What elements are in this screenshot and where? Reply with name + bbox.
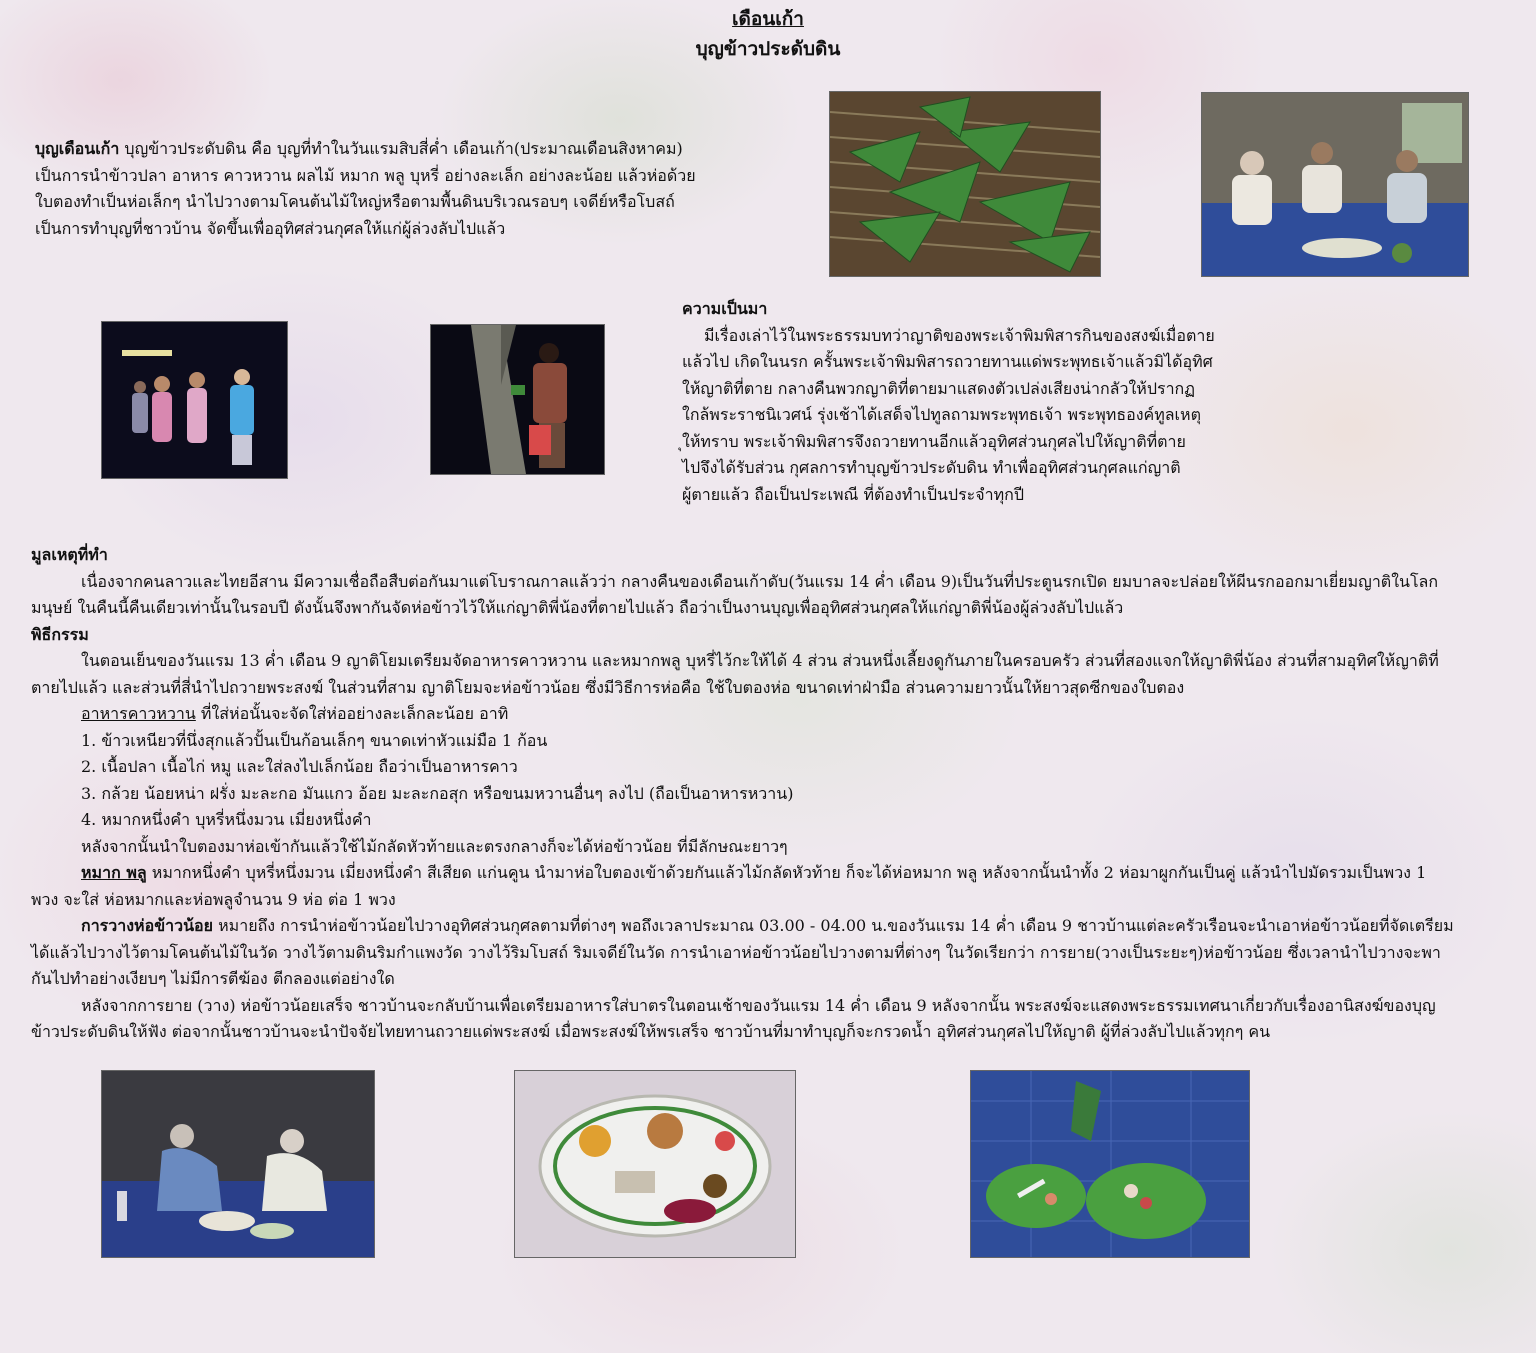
main-body [31, 542, 1501, 1046]
intro-term: บุญเดือนเก้า [35, 139, 120, 158]
placing-line: หมายถึง การนำห่อข้าวน้อยไปวางอุทิศส่วนกุศลตามที่ต่างๆ พอถึงเวลาประมาณ 03.00 - 04.00 น.ของวันแรม 14 ค่ำ เดือน 9 ชาวบ้านแต่ละครัวเรือนจะนำเอาห่อข้าวน้อยที่จัดเตรียม [213, 916, 1454, 935]
food-item: 1. ข้าวเหนียวที่นึ่งสุกแล้วปั้นเป็นก้อนเล็กๆ ขนาดเท่าหัวแม่มือ 1 ก้อน [81, 730, 548, 750]
history-line: ไปจึงได้รับส่วน กุศลการทำบุญข้าวประดับดิน ทำเพื่ออุทิศส่วนกุศลแก่ญาติ [682, 458, 1181, 477]
page-title: เดือนเก้า [732, 8, 804, 30]
history-line: ให้ญาติที่ตาย กลางคืนพวกญาติที่ตายมาแสดงตัวเปล่งเสียงน่ากลัวให้ปรากฏ [682, 378, 1195, 398]
ritual-heading: พิธีกรรม [31, 624, 89, 644]
photo-night-procession [102, 322, 287, 478]
food-term: อาหารคาวหวาน [81, 704, 196, 723]
photo-leaf-packets [830, 92, 1100, 276]
cause-heading: มูลเหตุที่ทำ [31, 545, 108, 564]
betel-line: พวง จะใส่ ห่อหมากและห่อพลูจำนวน 9 ห่อ ต่อ 1 พวง [31, 889, 396, 909]
ritual-line: ตายไปแล้ว และส่วนที่สี่นำไปถวายพระสงฆ์ ในส่วนที่สาม ญาติโยมจะห่อข้าวน้อย ซึ่งมีวิธีการห่อคือ ใช้ใบตองห่อ ขนาดเท่าฝ่ามือ ส่วนความยาวนั้นให้ยาวสุดซีกของใบตอง [31, 677, 1185, 697]
intro-line: เป็นการนำข้าวปลา อาหาร คาวหวาน ผลไม้ หมาก พลู บุหรี่ อย่างละเล็ก อย่างละน้อย แล้วห่อด้วย [35, 165, 696, 185]
intro-line: บุญข้าวประดับดิน คือ บุญที่ทำในวันแรมสิบสี่ค่ำ เดือนเก้า(ประมาณเดือนสิงหาคม) [119, 139, 683, 158]
intro-paragraph [35, 136, 775, 242]
after-items-line: หลังจากนั้นนำใบตองมาห่อเข้ากันแล้วใช้ไม้กลัดหัวท้ายและตรงกลางก็จะได้ห่อข้าวน้อย ที่มีลักษณะยาวๆ [81, 836, 788, 856]
food-item: 3. กล้วย น้อยหน่า ฝรั่ง มะละกอ มันแกว อ้อย มะละกอสุก หรือขนมหวานอื่นๆ ลงไป (ถือเป็นอาหารหวาน) [81, 783, 794, 803]
food-item: 2. เนื้อปลา เนื้อไก่ หมู และใส่ลงไปเล็กน้อย ถือว่าเป็นอาหารคาว [81, 757, 518, 776]
history-heading: ความเป็นมา [682, 299, 768, 318]
intro-line: ใบตองทำเป็นห่อเล็กๆ นำไปวางตามโคนต้นไม้ใหญ่หรือตามพื้นดินบริเวณรอบๆ เจดีย์หรือโบสถ์ [35, 192, 675, 211]
photo-food-plate [515, 1071, 795, 1257]
final-line: หลังจากการยาย (วาง) ห่อข้าวน้อยเสร็จ ชาวบ้านจะกลับบ้านเพื่อเตรียมอาหารใส่บาตรในตอนเช้าของวันแรม 14 ค่ำ เดือน 9 หลังจากนั้น พระสงฆ์จะแสดงพระธรรมเทศนาเกี่ยวกับเรื่องอานิสงฆ์ของบุญ [81, 995, 1436, 1015]
placing-term: การวางห่อข้าวน้อย [81, 916, 214, 935]
placing-line: ได้แล้วไปวางไว้ตามโคนต้นไม้ในวัด วางไว้ตามดินริมกำแพงวัด วางไว้ริมโบสถ์ ริมเจดีย์ในวัด การนำเอาห่อข้าวน้อยไปวางตามที่ต่างๆ ในวัดเรียกว่า การยาย(วางเป็นระยะๆ)ห่อข้าวน้อย ซึ่งเวลานำไปวางจะพา [31, 942, 1441, 962]
placing-line: กันไปทำอย่างเงียบๆ ไม่มีการตีฆ้อง ตีกลองแต่อย่างใด [31, 969, 395, 988]
food-text: ที่ใส่ห่อนั้นจะจัดใส่ห่ออย่างละเล็กละน้อย อาทิ [195, 704, 509, 723]
cause-line: เนื่องจากคนลาวและไทยอีสาน มีความเชื่อถือสืบต่อกันมาแต่โบราณกาลแล้วว่า กลางคืนของเดือนเก้าดับ(วันแรม 14 ค่ำ เดือน 9)เป็นวันที่ประตูนรกเปิด ยมบาลจะปล่อยให้ผีนรกออกมาเยี่ยมญาติในโลก [81, 571, 1439, 591]
history-section [682, 296, 1242, 508]
photo-leaf-offerings [971, 1071, 1249, 1257]
betel-line: หมากหนึ่งคำ บุหรี่หนึ่งมวน เมี่ยงหนึ่งคำ สีเสียด แก่นคูน นำมาห่อใบตองเข้าด้วยกันแล้วไม้กลัดหัวท้าย ก็จะได้ห่อหมาก พลู หลังจากนั้นนำทั้ง 2 ห่อมาผูกกันเป็นคู่ แล้วนำไปมัดรวมเป็นพวง 1 [146, 863, 1427, 882]
photo-tree-offering [431, 325, 604, 474]
history-line: มีเรื่องเล่าไว้ในพระธรรมบทว่าญาติของพระเจ้าพิมพิสารกินของสงฆ์เมื่อตาย [704, 325, 1215, 345]
cause-line: มนุษย์ ในคืนนี้คืนเดียวเท่านั้นในรอบปี ดังนั้นจึงพากันจัดห่อข้าวไว้ให้แก่ญาติพี่น้องที่ตายไปแล้ว ถือว่าเป็นงานบุญเพื่ออุทิศส่วนกุศลให้แก่ญาติพี่น้องผู้ล่วงลับไปแล้ว [31, 598, 1124, 617]
page-subtitle: บุญข้าวประดับดิน [695, 38, 841, 60]
final-line: ข้าวประดับดินให้ฟัง ต่อจากนั้นชาวบ้านจะนำปัจจัยไทยทานถวายแด่พระสงฆ์ เมื่อพระสงฆ์ให้พรเสร็จ ชาวบ้านที่มาทำบุญก็จะกรวดน้ำ อุทิศส่วนกุศลไปให้ญาติ ผู้ที่ล่วงลับไปแล้วทุกๆ คน [31, 1022, 1271, 1041]
history-line: ผู้ตายแล้ว ถือเป็นประเพณี ที่ต้องทำเป็นประจำทุกปี [682, 484, 1025, 504]
photo-elders-seated [1202, 93, 1468, 276]
ritual-line: ในตอนเย็นของวันแรม 13 ค่ำ เดือน 9 ญาติโยมเตรียมจัดอาหารคาวหวาน และหมากพลู บุหรี่ไว้กะให้ได้ 4 ส่วน ส่วนหนึ่งเลี้ยงดูกันภายในครอบครัว ส่วนที่สองแจกให้ญาติพี่น้อง ส่วนที่สามอุทิศให้ญาติที่ [81, 651, 1439, 670]
photo-elders-preparing [102, 1071, 374, 1257]
history-line: ุให้ทราบ พระเจ้าพิมพิสารจึงถวายทานอีกแล้วอุทิศส่วนกุศลไปให้ญาติที่ตาย [682, 431, 1186, 451]
betel-term: หมาก พลู [81, 863, 147, 882]
food-item: 4. หมากหนึ่งคำ บุหรี่หนึ่งมวน เมี่ยงหนึ่งคำ [81, 810, 372, 829]
intro-line: เป็นการทำบุญที่ชาวบ้าน จัดขึ้นเพื่ออุทิศส่วนกุศลให้แก่ผู้ล่วงลับไปแล้ว [35, 218, 506, 238]
history-line: แล้วไป เกิดในนรก ครั้นพระเจ้าพิมพิสารถวายทานแด่พระพุทธเจ้าแล้วมิได้อุทิศ [682, 352, 1213, 371]
history-line: ใกล้พระราชนิเวศน์ รุ่งเช้าได้เสด็จไปทูลถามพระพุทธเจ้า พระพุทธองค์ทูลเหตุ [682, 405, 1201, 424]
